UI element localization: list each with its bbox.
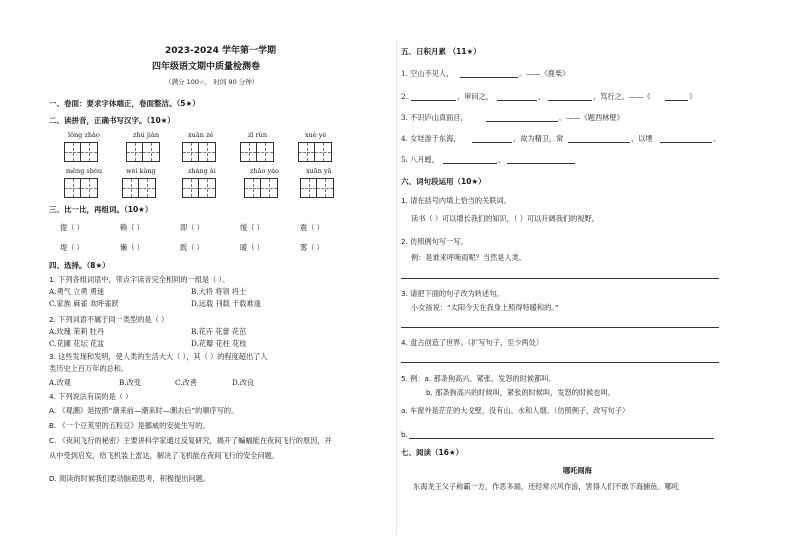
- answer-blank[interactable]: [497, 100, 537, 101]
- answer-line[interactable]: [401, 278, 719, 279]
- word-compare-item[interactable]: 暖（ ）: [240, 243, 264, 252]
- recite-2-number: 2.: [401, 92, 408, 101]
- task-5: 5. 例：a. 那条狗高兴、紧张、发怒的时候都叫。: [401, 374, 556, 383]
- section-3-heading: 三、比一比，再组词。（10★）: [49, 205, 153, 214]
- option-b[interactable]: B.大将 将领 将士: [191, 287, 247, 296]
- writing-grid[interactable]: [240, 142, 274, 162]
- word-compare-item[interactable]: 即（ ）: [180, 223, 204, 232]
- option-a[interactable]: A.勇气 立勇 勇迷: [49, 287, 105, 296]
- answer-line[interactable]: [401, 327, 719, 328]
- exam-title: 四年级语文期中质量检测卷: [152, 62, 261, 72]
- option-d[interactable]: D.远载 刊载 千载难逢: [191, 299, 261, 308]
- answer-blank[interactable]: [660, 142, 712, 143]
- task-3: 3. 请把下面的句子改为转述句。: [401, 289, 504, 298]
- question-1: 1. 下列各组词语中，带点字读音完全相同的一组是（ ）。: [49, 275, 230, 284]
- option-d[interactable]: D.改良: [232, 378, 255, 387]
- writing-grid[interactable]: [300, 178, 334, 198]
- section-4-heading: 四、选择。（8★）: [49, 261, 110, 270]
- answer-blank[interactable]: [411, 100, 456, 101]
- answer-blank[interactable]: [472, 142, 512, 143]
- recite-1-prompt: 1. 空山不见人，: [401, 69, 454, 78]
- recite-5-prompt: 5. 八月蝗，: [401, 155, 439, 164]
- answer-blank[interactable]: [443, 163, 497, 164]
- pinyin-label: xuān zé: [188, 131, 214, 139]
- task-6: a. 车窗外是茫茫的大戈壁，没有山、水和人烟。（仿照例子，改写句子）: [401, 406, 630, 415]
- option-c[interactable]: C.改善: [175, 378, 197, 387]
- answer-blank[interactable]: [486, 121, 558, 122]
- writing-grid[interactable]: [182, 142, 216, 162]
- recite-4-end: 。: [713, 134, 721, 143]
- answer-blank[interactable]: [548, 100, 592, 101]
- recite-1-source: 。——《鹿柴》: [519, 69, 570, 78]
- task-2: 2. 仿照例句写一写。: [401, 237, 468, 246]
- task-2-example: 例：是谁来呼唤雨呢？当然是人类。: [411, 253, 527, 262]
- recite-4-text: ，故为精卫，常: [513, 134, 564, 143]
- option-c[interactable]: C. 《夜间飞行的秘密》主要讲科学家通过反复研究，揭开了蝙蝠能在夜间飞行的原因，并: [49, 436, 332, 445]
- word-compare-item[interactable]: 雾（ ）: [300, 243, 324, 252]
- recite-2-source: ，笃行之。——《: [593, 92, 651, 101]
- question-3-continued: 类历史上百万年的总和。: [49, 364, 129, 373]
- option-a[interactable]: A. 《观潮》是按照“潮来前—潮来时—潮去后”的顺序写的。: [49, 406, 239, 415]
- option-c[interactable]: C.花圃 花坛 花盆: [49, 339, 105, 348]
- exam-subtitle: （满分 100☆， 时间 90 分钟）: [165, 78, 259, 86]
- task-6-b: b.: [401, 430, 408, 439]
- recite-3-source: 。——《题西林壁》: [559, 113, 624, 122]
- recite-2-close: 》: [689, 92, 697, 101]
- writing-grid[interactable]: [244, 178, 278, 198]
- section-6-heading: 六、词句段运用（10★）: [401, 177, 486, 186]
- reading-title: 哪吒闹海: [563, 466, 592, 475]
- section-7-heading: 七、阅读（16★）: [401, 448, 464, 457]
- recite-4-text2: ，以堙: [631, 134, 653, 143]
- option-b[interactable]: B. 《一个豆荚里的五粒豆》是挪威的安徒生写的。: [49, 421, 210, 430]
- pinyin-label: zhú jiàn: [133, 131, 160, 139]
- pinyin-label: xuān yā: [306, 167, 332, 175]
- pinyin-label: wéi kàng: [126, 167, 156, 175]
- answer-blank[interactable]: [665, 100, 688, 101]
- option-a[interactable]: A.玫瑰 茉莉 牡丹: [49, 327, 105, 336]
- recite-2-comma: ，: [538, 92, 546, 101]
- task-1-sentence[interactable]: 读书（ ）可以增长我们的知识，（ ）可以开阔我们的视野。: [411, 214, 599, 223]
- recite-5-comma: ，: [498, 155, 506, 164]
- answer-blank[interactable]: [507, 163, 575, 164]
- pinyin-label: lǒng zhào: [68, 131, 100, 139]
- section-5-heading: 五、日积月累 （11★）: [401, 47, 481, 56]
- pinyin-label: xuè yè: [305, 131, 327, 139]
- word-compare-item[interactable]: 堤（ ）: [60, 243, 84, 252]
- question-3: 3. 这些发现和发明，使人类的生活大大（ ），其（ ）的程度超出了人: [49, 352, 268, 361]
- recite-3-prompt: 3. 不识庐山真面目，: [401, 113, 468, 122]
- section-2-heading: 二、读拼音，正确书写汉字。（10★）: [49, 116, 175, 125]
- section-1-heading: 一、卷面：要求字体端正，卷面整洁。（5★）: [49, 99, 200, 108]
- recite-4-prompt: 4. 女娃游于东海，: [401, 134, 461, 143]
- recite-2-text: ，审问之，: [457, 92, 493, 101]
- column-divider: [396, 40, 397, 535]
- answer-blank[interactable]: [460, 77, 518, 78]
- word-compare-item[interactable]: 懒（ ）: [120, 243, 144, 252]
- writing-grid[interactable]: [64, 142, 98, 162]
- word-compare-item[interactable]: 缓（ ）: [240, 223, 264, 232]
- writing-grid[interactable]: [298, 142, 332, 162]
- exam-term-title: 2023-2024 学年第一学期: [165, 46, 276, 56]
- option-c-continued: 从中受到启发，给飞机装上雷达，解决了飞机能在夜间飞行的安全问题。: [49, 451, 280, 460]
- writing-grid[interactable]: [182, 178, 216, 198]
- pinyin-label: zī rùn: [248, 131, 268, 139]
- option-d[interactable]: D.花瓣 花柱 花枝: [191, 339, 247, 348]
- option-a[interactable]: A.改观: [49, 378, 71, 387]
- answer-blank[interactable]: [568, 142, 630, 143]
- word-compare-item[interactable]: 提（ ）: [60, 223, 84, 232]
- task-5-example-b: b. 那条狗高兴的时候叫，紧张的时候叫，发怒的时候也叫。: [426, 388, 615, 397]
- writing-grid[interactable]: [126, 142, 160, 162]
- option-b[interactable]: B.改变: [119, 378, 141, 387]
- pinyin-label: zhāo yáo: [250, 167, 279, 175]
- question-4: 4. 下列说法有误的是（ ）: [49, 392, 133, 401]
- task-4: 4. 盘古创造了世界。（扩写句子，至少两处）: [401, 338, 544, 347]
- option-b[interactable]: B.花卉 花蕾 花茁: [191, 327, 247, 336]
- option-d[interactable]: D. 阅读的时候我们要动脑筋思考，积极提出问题。: [49, 474, 211, 483]
- word-compare-item[interactable]: 赖（ ）: [120, 223, 144, 232]
- question-2: 2. 下列词语不属于同一类型的是（ ）: [49, 315, 169, 324]
- answer-line[interactable]: [401, 362, 719, 363]
- task-3-sentence: 小女孩说：“太阳今天在我身上照得特暖和的。”: [411, 303, 559, 312]
- option-c[interactable]: C.家族 麻雀 欢呼雀跃: [49, 299, 119, 308]
- writing-grid[interactable]: [64, 178, 98, 198]
- pinyin-label: zhàng ài: [188, 167, 216, 175]
- reading-text: 东海龙王父子称霸一方，作恶多端，还经常兴风作浪，害得人们不敢下海捕鱼。哪吒: [413, 482, 679, 491]
- task-1: 1. 请在括号内填上恰当的关联词。: [401, 196, 511, 205]
- word-compare-item[interactable]: 震（ ）: [300, 223, 324, 232]
- word-compare-item[interactable]: 既（ ）: [180, 243, 204, 252]
- pinyin-label: měng shòu: [66, 167, 103, 175]
- writing-grid[interactable]: [122, 178, 156, 198]
- answer-line[interactable]: [409, 438, 714, 439]
